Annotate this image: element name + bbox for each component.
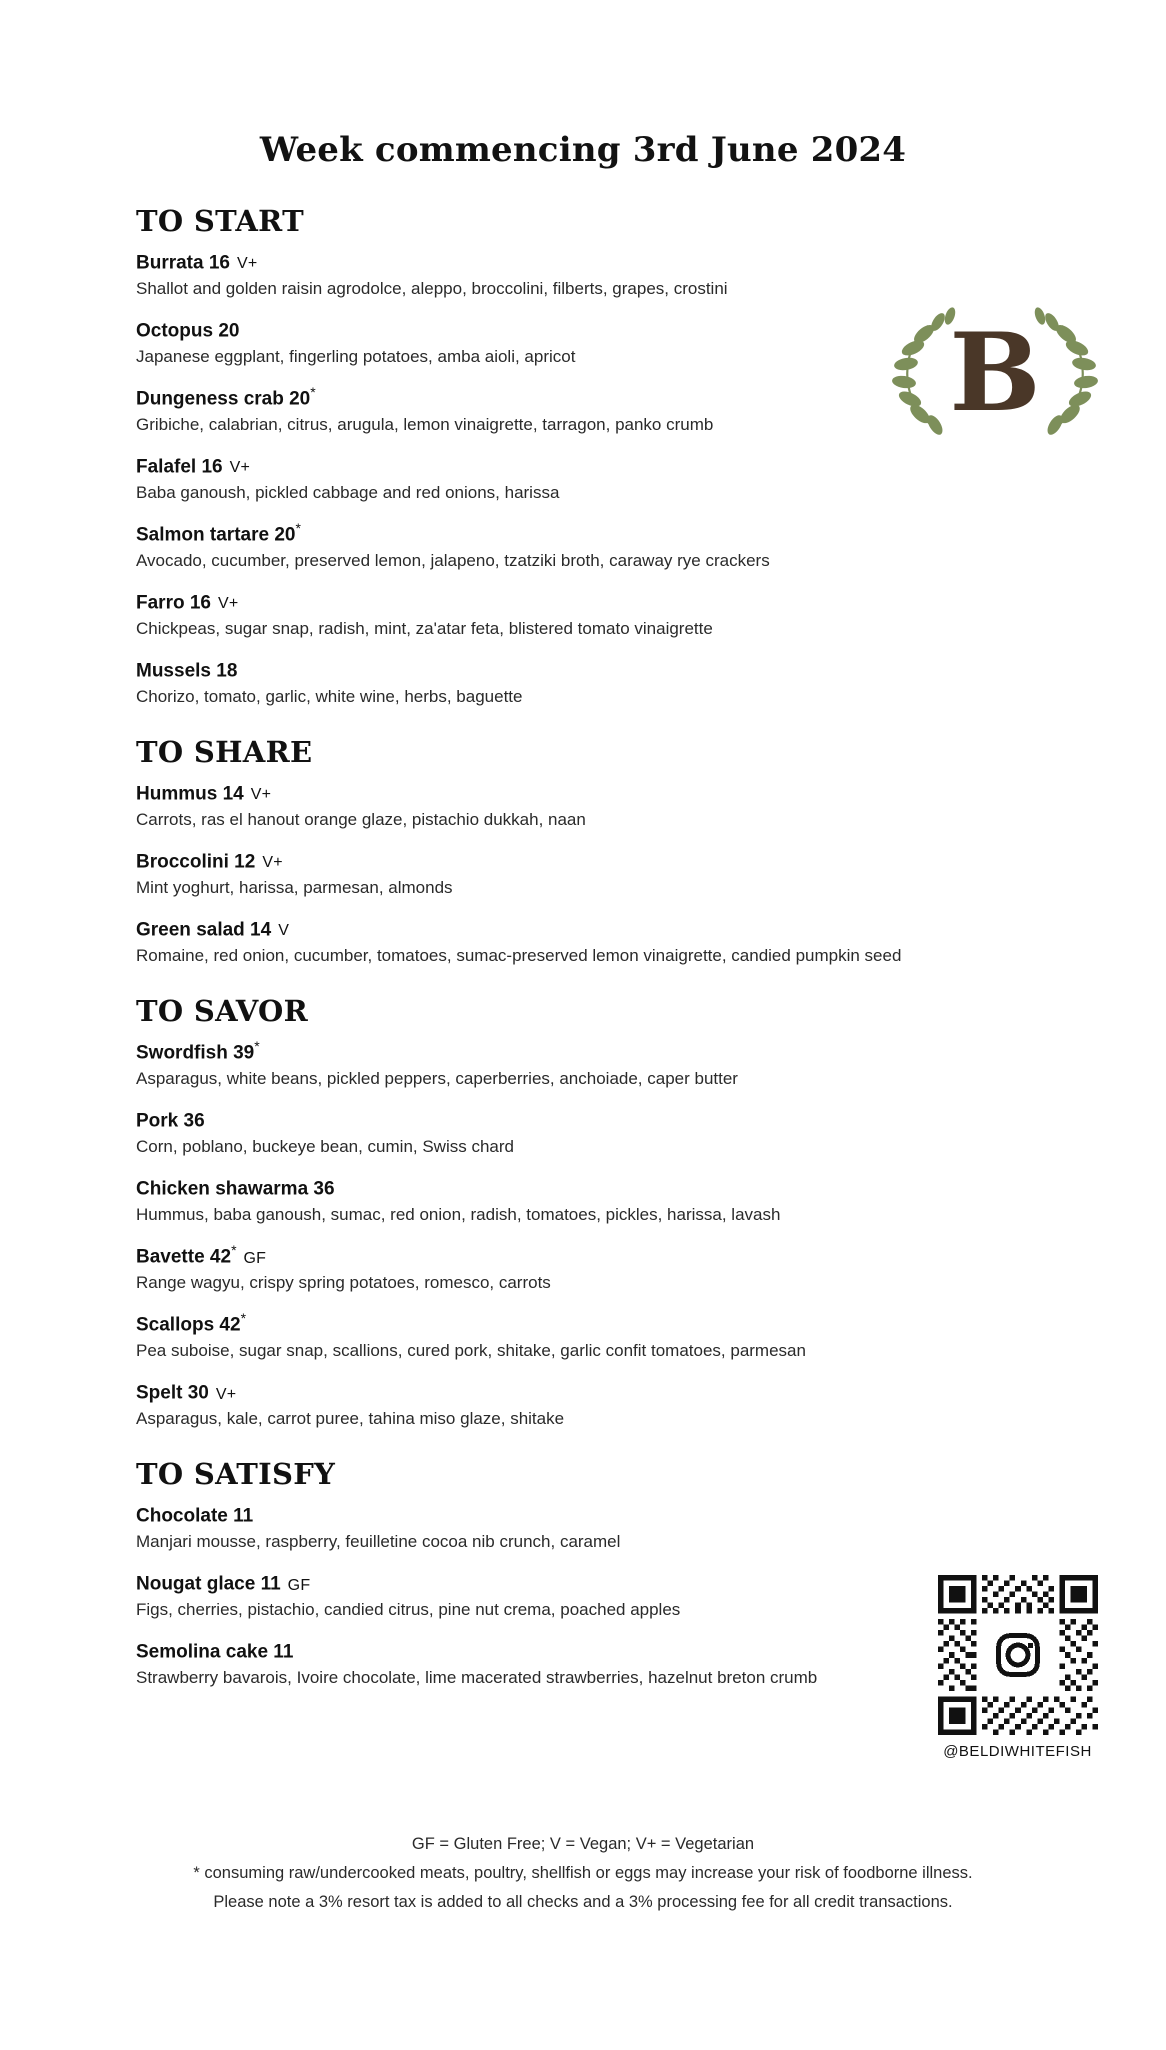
item-description: Corn, poblano, buckeye bean, cumin, Swiss chard bbox=[136, 1137, 514, 1157]
item-tag: V+ bbox=[217, 595, 239, 613]
item-tag: V+ bbox=[237, 255, 258, 273]
menu-item bbox=[136, 1501, 1036, 1554]
item-tag: GF bbox=[287, 1576, 311, 1594]
item-name: Farro 16 bbox=[136, 592, 211, 614]
menu-item bbox=[136, 1106, 1036, 1159]
item-tag bbox=[237, 663, 244, 680]
item-name: Chicken shawarma 36 bbox=[136, 1178, 335, 1200]
item-description: Carrots, ras el hanout orange glaze, pistachio dukkah, naan bbox=[136, 810, 586, 830]
item-name: Dungeness crab 20 bbox=[136, 388, 311, 410]
item-description: Gribiche, calabrian, citrus, arugula, lemon vinaigrette, tarragon, panko crumb bbox=[136, 415, 714, 435]
item-star: * bbox=[231, 1242, 237, 1259]
menu-item bbox=[136, 520, 1036, 573]
svg-text:B: B bbox=[949, 310, 1041, 436]
menu-item bbox=[136, 452, 1036, 505]
item-name: Falafel 16 bbox=[136, 456, 223, 478]
item-tag bbox=[239, 323, 246, 340]
menu-item bbox=[136, 1174, 1036, 1227]
menu-item bbox=[136, 316, 1036, 369]
item-tag: V bbox=[278, 922, 290, 940]
item-description: Shallot and golden raisin agrodolce, aleppo, broccolini, filberts, grapes, crostini bbox=[136, 279, 728, 299]
menu-item bbox=[136, 1569, 1036, 1622]
item-name: Hummus 14 bbox=[136, 783, 244, 805]
item-name: Salmon tartare 20 bbox=[136, 524, 296, 546]
menu-item bbox=[136, 1242, 1036, 1295]
item-name: Chocolate 11 bbox=[136, 1505, 254, 1527]
item-description: Strawberry bavarois, Ivoire chocolate, lime macerated strawberries, hazelnut breton crumb bbox=[136, 1668, 818, 1688]
item-tag: V+ bbox=[250, 786, 272, 804]
menu-item bbox=[136, 1378, 1036, 1431]
item-name: Burrata 16 bbox=[136, 252, 230, 274]
menu-item bbox=[136, 1637, 1036, 1690]
section-to-share bbox=[136, 735, 1036, 968]
section-to-satisfy bbox=[136, 1457, 1036, 1690]
item-description: Range wagyu, crispy spring potatoes, romesco, carrots bbox=[136, 1273, 551, 1293]
item-tag bbox=[205, 1114, 212, 1131]
item-name: Bavette 42 bbox=[136, 1246, 232, 1268]
instagram-qr-block[interactable] bbox=[930, 1575, 1105, 1760]
item-name: Nougat glace 11 bbox=[136, 1573, 281, 1595]
menu-item bbox=[136, 248, 1036, 301]
item-star: * bbox=[254, 1038, 260, 1055]
item-description: Chorizo, tomato, garlic, white wine, herbs, baguette bbox=[136, 687, 523, 707]
menu-item bbox=[136, 588, 1036, 641]
item-tag bbox=[253, 1509, 260, 1526]
item-description: Pea suboise, sugar snap, scallions, cured pork, shitake, garlic confit tomatoes, parmesan bbox=[136, 1341, 806, 1361]
menu-page bbox=[0, 130, 1166, 2050]
item-description: Romaine, red onion, cucumber, tomatoes, sumac-preserved lemon vinaigrette, candied pumpkin seed bbox=[136, 946, 902, 966]
section-heading: TO START bbox=[136, 204, 304, 238]
item-name: Octopus 20 bbox=[136, 320, 240, 342]
menu-item bbox=[136, 384, 1036, 437]
item-star: * bbox=[240, 1310, 247, 1327]
menu-item bbox=[136, 779, 1036, 832]
item-description: Avocado, cucumber, preserved lemon, jalapeno, tzatziki broth, caraway rye crackers bbox=[136, 551, 770, 571]
menu-item bbox=[136, 1038, 1036, 1091]
item-name: Mussels 18 bbox=[136, 660, 238, 682]
section-to-savor bbox=[136, 994, 1036, 1431]
menu-item bbox=[136, 656, 1036, 709]
item-name: Green salad 14 bbox=[136, 919, 272, 941]
footer-line-allergen: * consuming raw/undercooked meats, poultry, shellfish or eggs may increase your risk of foodborne illness. bbox=[193, 1863, 973, 1882]
item-tag bbox=[316, 391, 323, 408]
footer-notes bbox=[0, 1830, 1166, 1917]
item-description: Japanese eggplant, fingerling potatoes, amba aioli, apricot bbox=[136, 347, 576, 367]
item-name: Pork 36 bbox=[136, 1110, 205, 1132]
item-description: Asparagus, kale, carrot puree, tahina miso glaze, shitake bbox=[136, 1409, 565, 1429]
item-star: * bbox=[295, 520, 301, 537]
section-heading: TO SHARE bbox=[136, 735, 313, 770]
item-name: Spelt 30 bbox=[136, 1382, 209, 1404]
item-description: Baba ganoush, pickled cabbage and red onions, harissa bbox=[136, 483, 560, 503]
item-tag: GF bbox=[243, 1249, 267, 1267]
item-tag bbox=[260, 1045, 267, 1062]
item-name: Swordfish 39 bbox=[136, 1042, 255, 1064]
qr-code[interactable] bbox=[938, 1575, 1098, 1735]
instagram-handle: @BELDIWHITEFISH bbox=[943, 1743, 1092, 1760]
item-tag bbox=[246, 1318, 253, 1335]
item-name: Semolina cake 11 bbox=[136, 1641, 294, 1663]
item-tag: V+ bbox=[229, 459, 251, 477]
item-tag bbox=[335, 1182, 342, 1199]
item-description: Mint yoghurt, harissa, parmesan, almonds bbox=[136, 878, 453, 898]
footer-line-legend: GF = Gluten Free; V = Vegan; V+ = Vegetarian bbox=[411, 1835, 755, 1853]
item-description: Hummus, baba ganoush, sumac, red onion, radish, tomatoes, pickles, harissa, lavash bbox=[136, 1205, 781, 1225]
section-heading: TO SAVOR bbox=[136, 994, 309, 1029]
menu-item bbox=[136, 847, 1036, 900]
item-description: Figs, cherries, pistachio, candied citrus, pine nut crema, poached apples bbox=[136, 1600, 681, 1620]
section-to-start bbox=[136, 204, 1036, 709]
item-description: Asparagus, white beans, pickled peppers, caperberries, anchoiade, caper butter bbox=[136, 1069, 738, 1089]
item-tag bbox=[293, 1645, 300, 1662]
item-description: Chickpeas, sugar snap, radish, mint, za'atar feta, blistered tomato vinaigrette bbox=[136, 619, 713, 639]
item-description: Manjari mousse, raspberry, feuilletine cocoa nib crunch, caramel bbox=[136, 1532, 621, 1552]
item-tag bbox=[301, 527, 308, 544]
item-star: * bbox=[310, 384, 316, 401]
menu-sections bbox=[0, 204, 1166, 1690]
item-tag: V+ bbox=[262, 854, 283, 872]
item-tag: V+ bbox=[215, 1385, 237, 1403]
page-title: Week commencing 3rd June 2024 bbox=[259, 130, 907, 170]
section-heading: TO SATISFY bbox=[136, 1457, 336, 1492]
item-name: Broccolini 12 bbox=[136, 851, 256, 873]
menu-item bbox=[136, 1310, 1036, 1363]
item-name: Scallops 42 bbox=[136, 1314, 241, 1336]
menu-item bbox=[136, 915, 1036, 968]
footer-line-tax: Please note a 3% resort tax is added to all checks and a 3% processing fee for all credit transactions. bbox=[213, 1892, 953, 1911]
